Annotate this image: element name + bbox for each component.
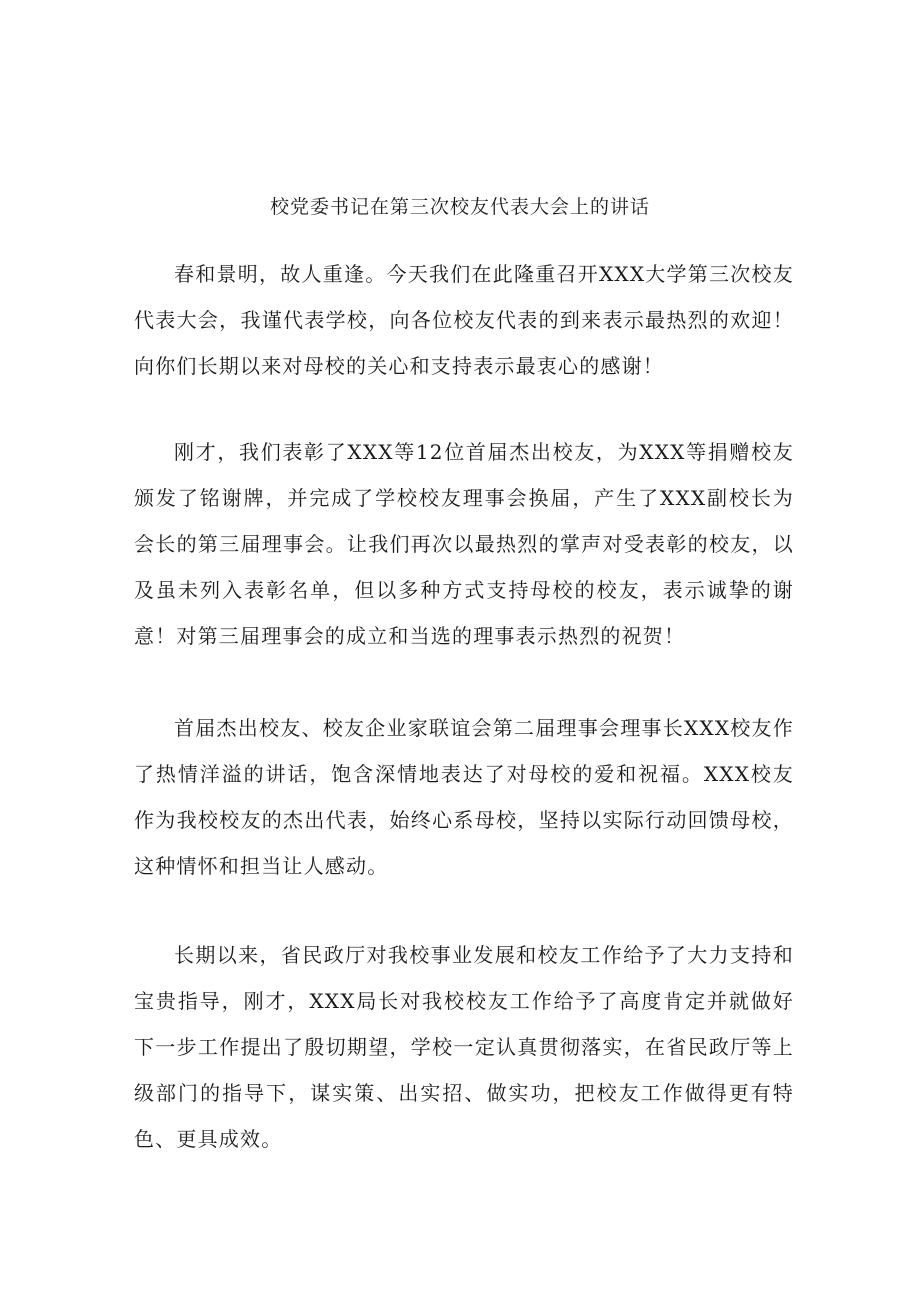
- paragraph-4: 长期以来，省民政厅对我校事业发展和校友工作给予了大力支持和宝贵指导，刚才，XXX局长对我校校友工作给予了高度肯定并就做好下一步工作提出了殷切期望，学校一定认真贯彻落实，在省民政厅等上级部门的指导下，谋实策、出实招、做实功，把校友工作做得更有特色、更具成效。: [134, 943, 794, 1151]
- paragraph-3: 首届杰出校友、校友企业家联谊会第二届理事会理事长XXX校友作了热情洋溢的讲话，饱含深情地表达了对母校的爱和祝福。XXX校友作为我校校友的杰出代表，始终心系母校，坚持以实际行动回馈母校，这种情怀和担当让人感动。: [134, 716, 794, 878]
- paragraph-2: 刚才，我们表彰了XXX等12位首届杰出校友，为XXX等捐赠校友颁发了铭谢牌，并完成了学校校友理事会换届，产生了XXX副校长为会长的第三届理事会。让我们再次以最热烈的掌声对受表彰的校友，以及虽未列入表彰名单，但以多种方式支持母校的校友，表示诚挚的谢意！对第三届理事会的成立和当选的理事表示热烈的祝贺！: [134, 440, 794, 648]
- paragraph-1: 春和景明，故人重逢。今天我们在此隆重召开XXX大学第三次校友代表大会，我谨代表学校，向各位校友代表的到来表示最热烈的欢迎！向你们长期以来对母校的关心和支持表示最衷心的感谢！: [134, 262, 794, 378]
- document-title: 校党委书记在第三次校友代表大会上的讲话: [269, 196, 650, 218]
